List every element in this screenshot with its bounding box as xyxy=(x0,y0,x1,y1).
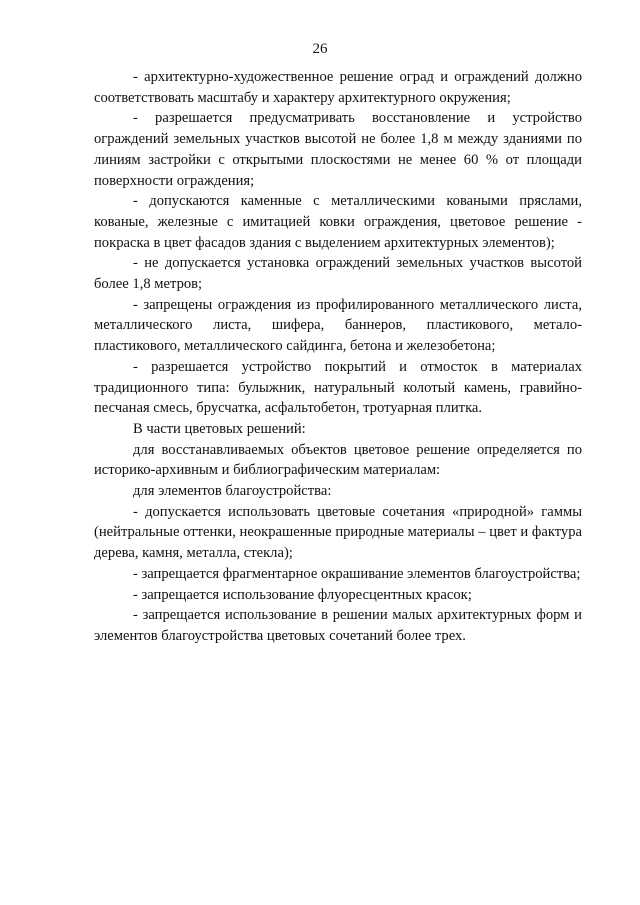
page-number: 26 xyxy=(312,41,328,57)
paragraph-landscaping-elements: для элементов благоустройства: xyxy=(133,483,332,500)
paragraph-color-combination-limit: - запрещается использование в решении малых архитектурных форм и элементов благоустройства цветовых сочетаний более трех. xyxy=(94,607,582,644)
document-body xyxy=(94,67,582,647)
paragraph-fence-design: - архитектурно-художественное решение оград и ограждений должно соответствовать масштабу и характеру архитектурного окружения; xyxy=(94,69,582,106)
paragraph-fragmentary-painting: - запрещается фрагментарное окрашивание элементов благоустройства; xyxy=(133,565,581,582)
paragraph-fluorescent-paints: - запрещается использование флуоресцентных красок; xyxy=(133,586,472,603)
paragraph-allowed-fences: - допускаются каменные с металлическими коваными пряслами, кованые, железные с имитацией ковки ограждения, цветовое решение - покраска в цвет фасадов здания с выделением архитектурных элементов); xyxy=(94,193,582,251)
paragraph-prohibited-fences: - запрещены ограждения из профилированного металлического листа, металлического листа, шифера, баннеров, пластикового, метало-пластикового, металлического сайдинга, бетона и железобетона; xyxy=(94,296,582,355)
paragraph-fence-height-limit: - не допускается установка ограждений земельных участков высотой более 1,8 метров; xyxy=(94,255,582,293)
paragraph-pavement-materials: - разрешается устройство покрытий и отмосток в материалах традиционного типа: булыжник, натуральный колотый камень, гравийно-песчаная смесь, брусчатка, асфальтобетон, тротуарная плитка. xyxy=(94,358,582,417)
paragraph-restored-objects-color: для восстанавливаемых объектов цветовое решение определяется по историко-архивным и библиографическим материалам: xyxy=(94,441,582,479)
paragraph-fence-restoration: - разрешается предусматривать восстановление и устройство ограждений земельных участков высотой не более 1,8 м между зданиями по линиям застройки с открытыми плоскостями не менее 60 % от площади поверхности ограждения; xyxy=(94,110,582,189)
paragraph-natural-palette: - допускается использовать цветовые сочетания «природной» гаммы (нейтральные оттенки, неокрашенные природные материалы – цвет и фактура дерева, камня, металла, стекла); xyxy=(94,503,582,562)
paragraph-color-solutions-heading: В части цветовых решений: xyxy=(133,420,306,437)
